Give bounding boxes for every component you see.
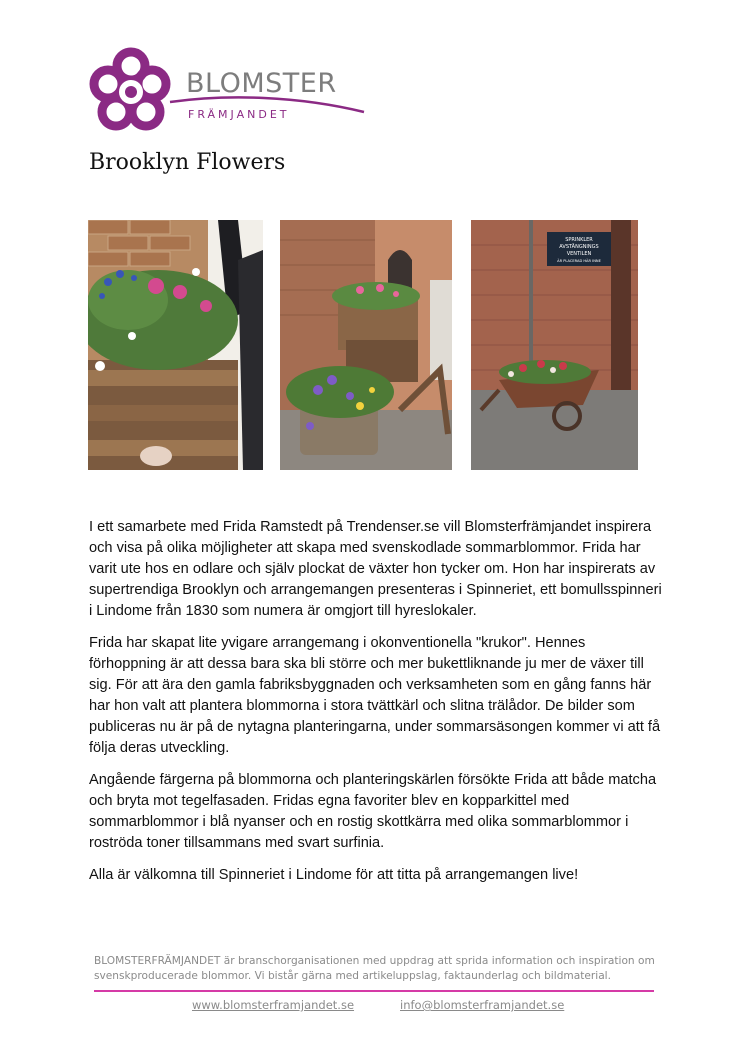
sign-line-2: AVSTÄNGNINGS [559, 244, 599, 250]
flower-crate-photo [88, 220, 263, 470]
sign-line-4: ÄR PLACERAD HÄR INNE [557, 259, 601, 263]
sign-line-3: VENTILEN [566, 251, 592, 257]
wheelbarrow-photo [471, 220, 638, 470]
paragraph-colors: Angående färgerna på blommorna och planteringskärlen försökte Frida att både matcha och bryta mot tegelfasaden. Fridas egna favoriter blev en kopparkittel med sommarblommor i blå nyanser och en rostig skottkärra med olika sommarblommor i roströda toner tillsammans med svart surfinia. [89, 772, 657, 851]
stacked-crates-photo [280, 220, 452, 470]
flower-logo-icon [86, 44, 176, 134]
paragraph-intro: I ett samarbete med Frida Ramstedt på Trendenser.se vill Blomsterfrämjandet inspirera och visa på olika möjligheter att skapa med svenskodlade sommarblommor. Frida har varit ute hos en odlare och själv plockat de växter hon tycker om. Hon har inspirerats av supertrendiga Brooklyn och arrangemangen presenteras i Spinneriet, ett bomullsspinneri i Lindome från 1830 som numera är omgjort till hyreslokaler. [89, 519, 662, 619]
footer-divider [94, 990, 654, 992]
article-body [89, 517, 664, 897]
footer-description: BLOMSTERFRÄMJANDET är branschorganisationen med uppdrag att sprida information och inspiration om svenskproducerade blommor. Vi bistår gärna med artikeluppslag, faktaunderlag och bildmaterial. [94, 955, 655, 982]
logo-subline: FRÄMJANDET [188, 108, 290, 121]
email-link[interactable]: info@blomsterframjandet.se [400, 998, 565, 1012]
blomsterframjandet-logo[interactable] [86, 44, 366, 134]
paragraph-invitation: Alla är välkomna till Spinneriet i Lindome för att titta på arrangemangen live! [89, 867, 579, 883]
paragraph-arrangements: Frida har skapat lite yvigare arrangemang i okonventionella "krukor". Hennes förhoppning är att dessa bara ska bli större och mer bukettliknande ju mer de växer till sig. För att ära den gamla fabriksbyggnaden och verksamheten som en gång fanns här har hon valt att plantera blommorna i stora tvättkärl och slitna trälådor. De bilder som publiceras nu är på de nytagna planteringarna, under sommarsäsongen kommer vi att få följa deras utveckling. [89, 635, 661, 756]
page-title: Brooklyn Flowers [89, 150, 286, 175]
sign-line-1: SPRINKLER [565, 237, 593, 243]
website-link[interactable]: www.blomsterframjandet.se [192, 998, 355, 1012]
logo-wordmark: BLOMSTER [186, 68, 337, 99]
